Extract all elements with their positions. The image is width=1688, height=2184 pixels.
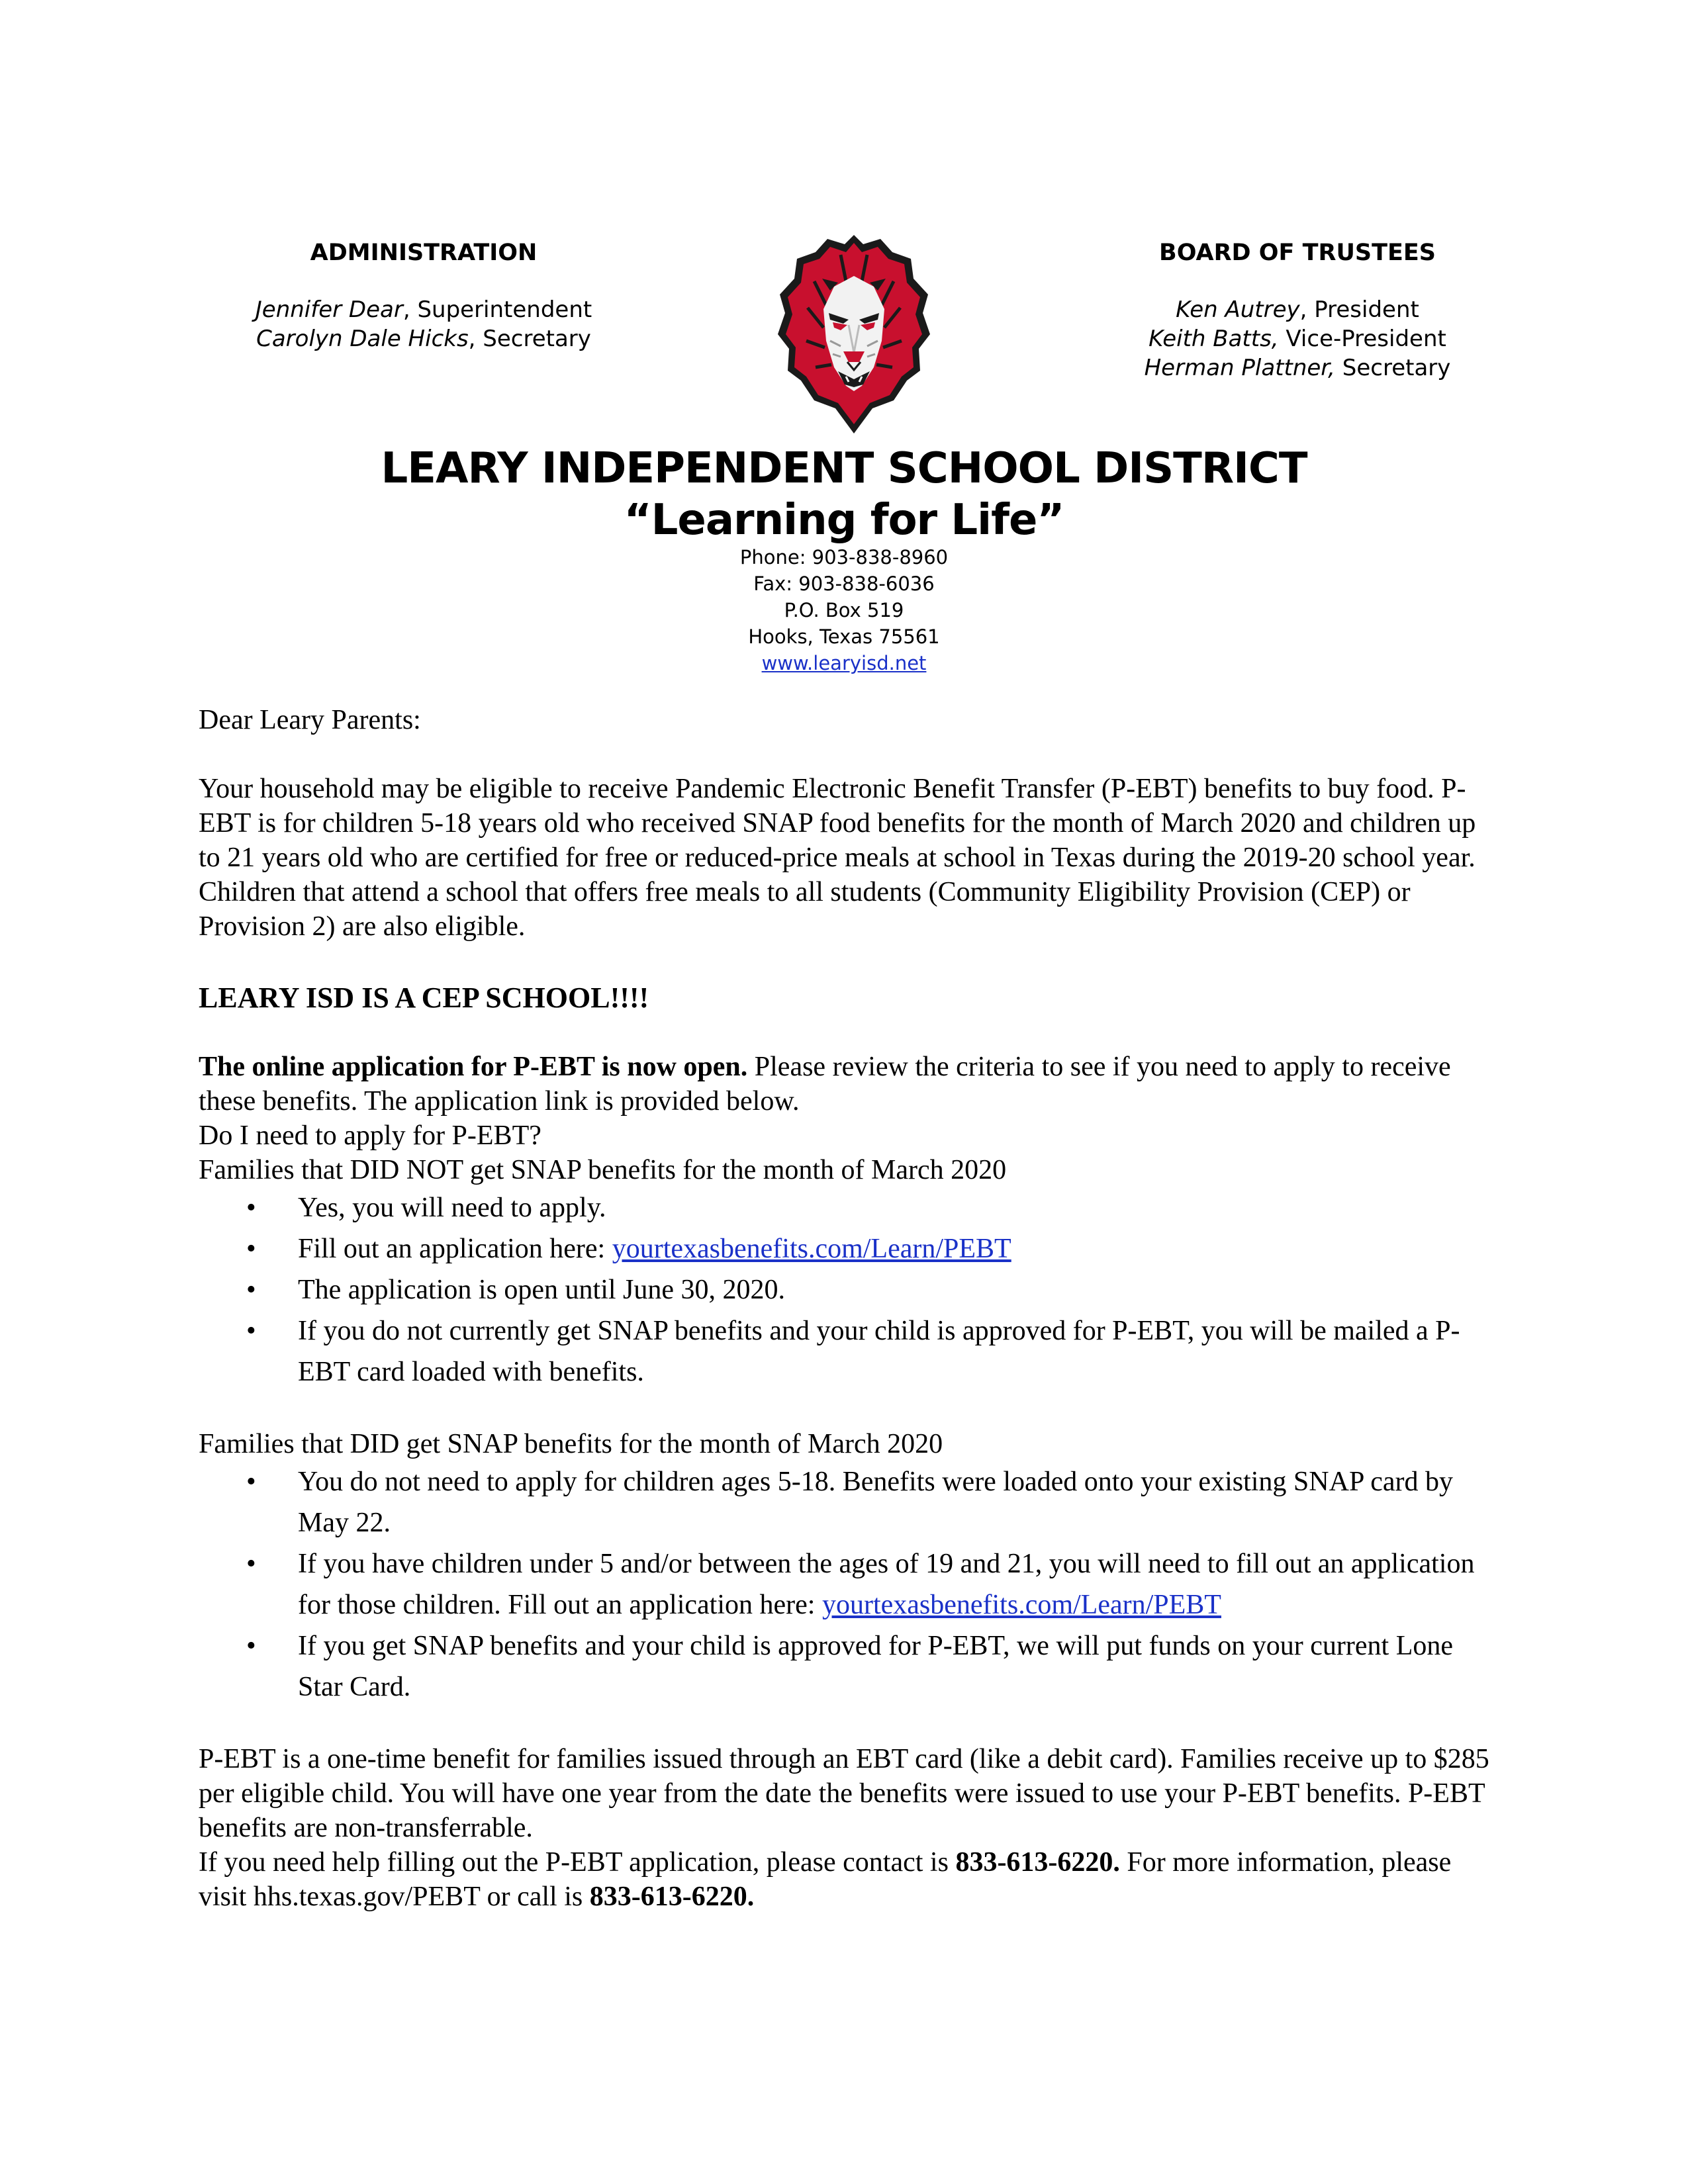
greeting: Dear Leary Parents: [199, 705, 421, 735]
contact-city: Hooks, Texas 75561 [748, 625, 940, 648]
list-item-text: Fill out an application here: [298, 1234, 612, 1264]
contact-website-line [0, 650, 1688, 676]
application-open-paragraph [199, 1050, 1496, 1118]
admin-member-role: , Superintendent [402, 296, 592, 323]
board-member-role: Vice-President [1278, 326, 1446, 352]
info-text: For more information, please visit hhs.texas.gov/PEBT or call is [199, 1847, 1452, 1912]
lion-head-icon [774, 235, 933, 433]
letter-body [199, 703, 1496, 1914]
admin-member-name: Jennifer Dear [255, 296, 403, 323]
contact-fax: Fax: 903-838-6036 [753, 572, 935, 595]
board-member-role: Secretary [1335, 355, 1451, 381]
board-member [1066, 295, 1529, 324]
apply-question: Do I need to apply for P-EBT? [199, 1120, 541, 1151]
contact-phone: Phone: 903-838-8960 [739, 546, 949, 569]
admin-member [192, 295, 655, 324]
administration-heading: ADMINISTRATION [310, 240, 538, 266]
help-text: If you need help filling out the P-EBT application, please contact is [199, 1847, 956, 1878]
district-name: LEARY INDEPENDENT SCHOOL DISTRICT [381, 444, 1307, 493]
contact-po-box: P.O. Box 519 [784, 599, 904, 621]
district-motto: “Learning for Life” [624, 496, 1064, 545]
application-link[interactable]: yourtexasbenefits.com/Learn/PEBT [821, 1590, 1221, 1620]
website-link[interactable]: www.learyisd.net [761, 652, 927, 674]
list-item: • If you do not currently get SNAP benefits and your child is approved for P-EBT, you will be mailed a P-EBT card loaded with benefits. [298, 1310, 1496, 1392]
board-member [1066, 324, 1529, 353]
info-phone: 833-613-6220. [589, 1882, 755, 1912]
intro-paragraph: Your household may be eligible to receive Pandemic Electronic Benefit Transfer (P-EBT) benefits to buy food. P-EBT is for children 5-18 years old who received SNAP food benefits for the month of March 2020 and children up to 21 years old who are certified for free or reduced-price meals at school in Texas during the 2019-20 school year. Children that attend a school that offers free meals to all students (Community Eligibility Provision (CEP) or Provision 2) are also eligible. [199, 774, 1476, 942]
application-open-bold: The online application for P-EBT is now open. [199, 1052, 748, 1082]
contact-block [0, 544, 1688, 676]
cep-heading: LEARY ISD IS A CEP SCHOOL!!!! [199, 981, 649, 1014]
board-member-name: Ken Autrey [1176, 296, 1300, 323]
application-link[interactable]: yourtexasbenefits.com/Learn/PEBT [612, 1234, 1011, 1264]
board-member [1066, 353, 1529, 383]
admin-member-name: Carolyn Dale Hicks [256, 326, 469, 352]
no-snap-list [199, 1187, 1496, 1392]
board-member-name: Herman Plattner, [1144, 355, 1335, 381]
list-item: • If you get SNAP benefits and your child is approved for P-EBT, we will put funds on your current Lone Star Card. [298, 1625, 1496, 1707]
list-item [298, 1543, 1496, 1625]
board-member-name: Keith Batts, [1149, 326, 1279, 352]
snap-list [199, 1461, 1496, 1707]
list-item-text: If you have children under 5 and/or between the ages of 19 and 21, you will need to fill out an application for those children. Fill out an application here: [298, 1549, 1475, 1620]
help-paragraph [199, 1845, 1496, 1914]
administration-block [192, 238, 655, 353]
snap-heading: Families that DID get SNAP benefits for the month of March 2020 [199, 1429, 943, 1459]
list-item: • The application is open until June 30, 2020. [298, 1269, 1496, 1310]
list-item [298, 1228, 1496, 1269]
board-block [1066, 238, 1529, 383]
admin-member [192, 324, 655, 353]
help-phone: 833-613-6220. [955, 1847, 1120, 1878]
application-open-rest: Please review the criteria to see if you need to apply to receive these benefits. The application link is provided below. [199, 1052, 1451, 1116]
no-snap-heading: Families that DID NOT get SNAP benefits for the month of March 2020 [199, 1155, 1007, 1185]
closing-paragraph: P-EBT is a one-time benefit for families issued through an EBT card (like a debit card). Families receive up to $285 per eligible child. You will have one year from the date the benefits were issued to use your P-EBT benefits. P-EBT benefits are non-transferrable. [199, 1744, 1489, 1843]
list-item: • You do not need to apply for children ages 5-18. Benefits were loaded onto your existing SNAP card by May 22. [298, 1461, 1496, 1543]
board-member-role: , President [1299, 296, 1419, 323]
admin-member-role: , Secretary [468, 326, 591, 352]
list-item: • Yes, you will need to apply. [298, 1187, 1496, 1228]
board-heading: BOARD OF TRUSTEES [1159, 240, 1436, 266]
